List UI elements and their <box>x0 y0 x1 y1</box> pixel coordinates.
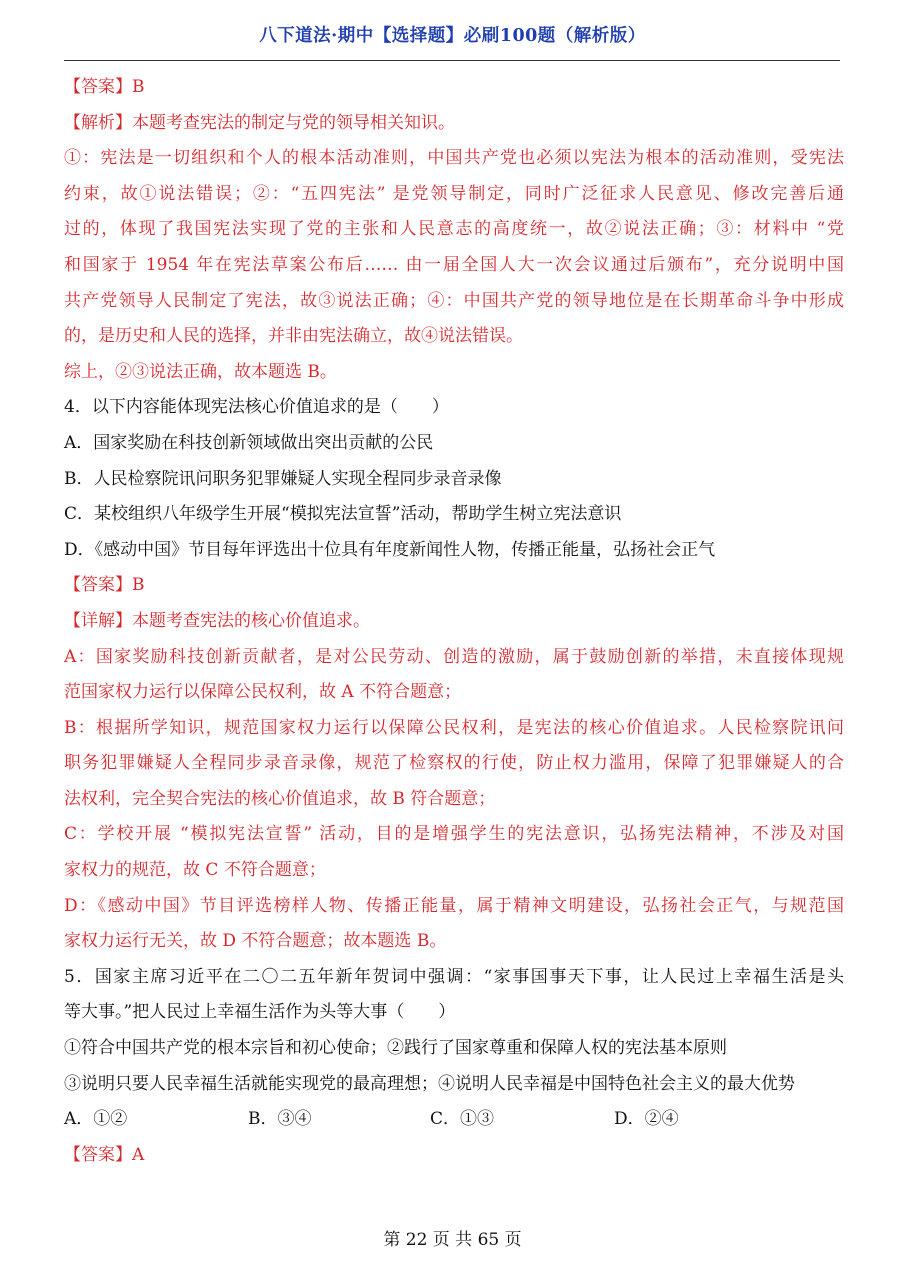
q3-analysis-line: 和国家于 1954 年在宪法草案公布后…… 由一届全国人大一次会议通过后颁布”，充分说明中国 <box>64 254 844 275</box>
q4-stem: 4．以下内容能体现宪法核心价值追求的是（ ） <box>64 397 449 418</box>
page-number: 第 22 页 共 65 页 <box>383 1230 522 1250</box>
q5-item-line: ③说明只要人民幸福生活就能实现党的最高理想；④说明人民幸福是中国特色社会主义的最大优势 <box>64 1073 795 1094</box>
q4-detail-line: 范国家权力运行以保障公民权利，故 A 不符合题意； <box>64 682 462 703</box>
q5-option-a: A．①② <box>64 1109 128 1130</box>
q5-options <box>64 1102 844 1138</box>
q3-analysis-title: 【解析】本题考查宪法的制定与党的领导相关知识。 <box>64 112 455 133</box>
q5-stem-line: 5．国家主席习近平在二〇二五年新年贺词中强调：“家事国事天下事，让人民过上幸福生活是头 <box>64 966 844 987</box>
q5-option-b: B．③④ <box>248 1109 312 1130</box>
q3-analysis-line: 共产党领导人民制定了宪法，故③说法正确；④：中国共产党的领导地位是在长期革命斗争中形成 <box>64 290 844 311</box>
q4-detail-line: 职务犯罪嫌疑人全程同步录音录像，规范了检察权的行使，防止权力滥用，保障了犯罪嫌疑人的合 <box>64 753 844 774</box>
q5-item-line: ①符合中国共产党的根本宗旨和初心使命；②践行了国家尊重和保障人权的宪法基本原则 <box>64 1038 727 1059</box>
q3-summary: 综上，②③说法正确，故本题选 B。 <box>64 361 337 382</box>
q3-analysis-line: ①：宪法是一切组织和个人的根本活动准则，中国共产党也必须以宪法为根本的活动准则，受宪法 <box>64 148 844 169</box>
q5-option-c: C．①③ <box>430 1109 495 1130</box>
q5-answer: 【答案】A <box>64 1144 145 1165</box>
header-divider <box>64 60 840 61</box>
q3-analysis-line: 约束，故①说法错误；②：“五四宪法” 是党领导制定，同时广泛征求人民意见、修改完善后通 <box>64 183 844 204</box>
q4-option-d: D．《感动中国》节目每年评选出十位具有年度新闻性人物，传播正能量，弘扬社会正气 <box>64 539 716 560</box>
q4-option-a: A．国家奖励在科技创新领域做出突出贡献的公民 <box>64 432 434 453</box>
q5-option-d: D．②④ <box>614 1109 679 1130</box>
page-content <box>64 70 844 1173</box>
q3-answer: 【答案】B <box>64 77 145 97</box>
q5-stem-line: 等大事。”把人民过上幸福生活作为头等大事（ ） <box>64 1002 456 1023</box>
page-header: 八下道法·期中【选择题】必刷100题（解析版） <box>259 26 646 46</box>
q4-detail-line: 法权利，完全契合宪法的核心价值追求，故 B 符合题意； <box>64 788 496 809</box>
q3-analysis-line: 的，是历史和人民的选择，并非由宪法确立，故④说法错误。 <box>64 326 523 347</box>
q4-detail-line: D：《感动中国》节目评选榜样人物、传播正能量，属于精神文明建设，弘扬社会正气，与规范国 <box>64 895 844 916</box>
q4-detail-line: A：国家奖励科技创新贡献者，是对公民劳动、创造的激励，属于鼓励创新的举措，未直接体现规 <box>64 646 844 667</box>
q4-detail-title: 【详解】本题考查宪法的核心价值追求。 <box>64 610 370 631</box>
q4-option-c: C．某校组织八年级学生开展“模拟宪法宣誓”活动，帮助学生树立宪法意识 <box>64 504 622 525</box>
q4-detail-line: 家权力运行无关，故 D 不符合题意；故本题选 B。 <box>64 931 447 952</box>
q4-detail-line: C：学校开展 “模拟宪法宣誓” 活动，目的是增强学生的宪法意识，弘扬宪法精神，不涉及对国 <box>64 824 844 845</box>
q4-answer: 【答案】B <box>64 575 145 596</box>
q4-option-b: B．人民检察院讯问职务犯罪嫌疑人实现全程同步录音录像 <box>64 468 502 489</box>
q4-detail-line: 家权力的规范，故 C 不符合题意； <box>64 860 326 881</box>
q4-detail-line: B：根据所学知识，规范国家权力运行以保障公民权利，是宪法的核心价值追求。人民检察院讯问 <box>64 717 844 738</box>
q3-analysis-line: 过的，体现了我国宪法实现了党的主张和人民意志的高度统一，故②说法正确；③：材料中 “党 <box>64 219 844 240</box>
